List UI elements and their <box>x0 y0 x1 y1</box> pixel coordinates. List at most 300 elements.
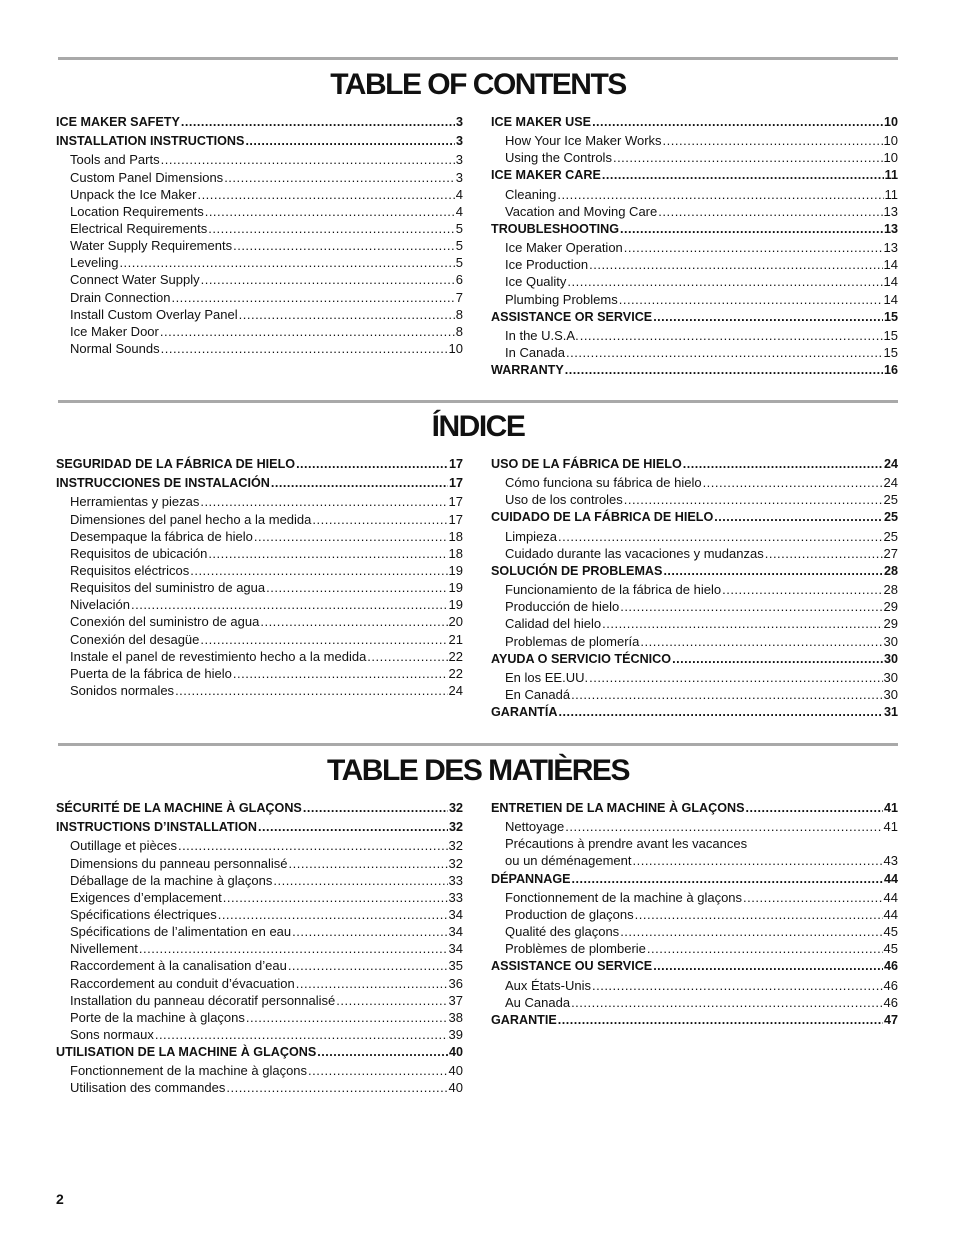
toc-dot-leader <box>619 291 883 308</box>
toc-entry-label: Précautions à prendre avant les vacances <box>505 836 748 852</box>
toc-entry-label: SÉCURITÉ DE LA MACHINE À GLAÇONS <box>56 801 302 815</box>
toc-entry-label: DÉPANNAGE <box>491 871 571 886</box>
toc-subsection-entry <box>56 855 463 872</box>
toc-dot-leader <box>658 203 882 220</box>
toc-dot-leader <box>271 474 448 493</box>
toc-page-number: 10 <box>883 115 898 129</box>
toc-entry-label: Aux États-Unis <box>505 977 591 993</box>
toc-entry-label: SEGURIDAD DE LA FÁBRICA DE HIELO <box>56 457 296 471</box>
toc-page-number: 17 <box>448 511 463 527</box>
toc-entry-label: Cómo funciona su fábrica de hielo <box>505 475 702 491</box>
toc-page-number: 8 <box>455 323 463 339</box>
toc-page-number: 30 <box>883 669 898 685</box>
toc-entry-label: Dimensions du panneau personnalisé <box>70 855 288 871</box>
toc-dot-leader <box>303 799 448 818</box>
toc-subsection-entry <box>491 686 898 703</box>
toc-dot-leader <box>589 256 882 273</box>
toc-subsection-entry <box>56 493 463 510</box>
toc-dot-leader <box>190 562 447 579</box>
toc-section-entry <box>491 308 898 327</box>
toc-dot-leader <box>292 923 447 940</box>
toc-entry-label: Sons normaux <box>70 1026 154 1042</box>
toc-subsection-entry <box>56 648 463 665</box>
toc-page-number: 18 <box>448 545 463 561</box>
toc-subsection-entry <box>491 474 898 491</box>
toc-dot-leader <box>223 889 448 906</box>
toc-entry-label: ENTRETIEN DE LA MACHINE À GLAÇONS <box>491 801 745 815</box>
toc-subsection-entry <box>56 511 463 528</box>
toc-page-number: 22 <box>448 665 463 681</box>
toc-dot-leader <box>624 239 883 256</box>
toc-subsection-entry <box>491 149 898 166</box>
toc-page-number: 14 <box>883 291 898 307</box>
toc-page-number: 27 <box>883 545 898 561</box>
page-number: 2 <box>56 1191 64 1207</box>
toc-entry-label: Uso de los controles <box>505 492 623 508</box>
toc-subsection-entry <box>56 837 463 854</box>
toc-dot-leader <box>653 308 883 327</box>
toc-page-number: 32 <box>448 801 463 815</box>
toc-dot-leader <box>161 151 455 168</box>
toc-entry-label: Producción de hielo <box>505 599 620 615</box>
toc-page-number: 30 <box>883 687 898 703</box>
toc-dot-leader <box>208 545 447 562</box>
toc-page-number: 3 <box>455 152 463 168</box>
toc-entry-label: ICE MAKER CARE <box>491 168 601 183</box>
toc-entry-label: Nivellement <box>70 941 138 957</box>
toc-page-number: 44 <box>883 889 898 905</box>
toc-page-number: 18 <box>448 528 463 544</box>
toc-entry-label: Cuidado durante las vacaciones y mudanzas <box>505 545 764 561</box>
toc-dot-leader <box>233 237 455 254</box>
toc-page-number: 39 <box>448 1026 463 1042</box>
toc-dot-leader <box>571 686 882 703</box>
toc-dot-leader <box>175 682 447 699</box>
toc-page-number: 7 <box>455 289 463 305</box>
toc-entry-label: Utilisation des commandes <box>70 1080 226 1096</box>
toc-section-entry <box>56 474 463 493</box>
toc-entry-label: ASSISTANCE OU SERVICE <box>491 959 653 974</box>
toc-page-number: 29 <box>883 616 898 632</box>
toc-dot-leader <box>746 799 883 818</box>
toc-dot-leader <box>312 511 447 528</box>
toc-dot-leader <box>119 254 454 271</box>
toc-subsection-entry <box>491 327 898 344</box>
toc-page-number: 40 <box>448 1045 463 1060</box>
toc-page-number: 4 <box>455 186 463 202</box>
toc-section-entry <box>491 361 898 380</box>
toc-page-number: 37 <box>448 992 463 1008</box>
toc-entry-label: Normal Sounds <box>70 340 160 356</box>
toc-subsection-entry <box>491 344 898 361</box>
toc-subsection-entry <box>56 872 463 889</box>
toc-entry-label: Ice Maker Operation <box>505 240 623 256</box>
toc-dot-leader <box>258 818 448 837</box>
toc-subsection-entry <box>491 545 898 562</box>
toc-page-number: 25 <box>883 492 898 508</box>
toc-subsection-entry <box>56 631 463 648</box>
toc-dot-leader <box>672 650 883 669</box>
toc-dot-leader <box>296 455 448 474</box>
toc-subsection-entry <box>56 579 463 596</box>
toc-dot-leader <box>224 169 455 186</box>
toc-entry-label: Cleaning <box>505 186 557 202</box>
toc-entry-label: GARANTIE <box>491 1012 557 1027</box>
toc-entry-label: Electrical Requirements <box>70 220 208 236</box>
toc-dot-leader <box>171 289 454 306</box>
toc-dot-leader <box>640 633 882 650</box>
toc-dot-leader <box>571 994 882 1011</box>
toc-section-entry <box>56 132 463 151</box>
toc-subsection-entry <box>56 340 463 357</box>
toc-dot-leader <box>197 186 454 203</box>
toc-subsection-entry <box>56 975 463 992</box>
toc-page-number: 15 <box>883 345 898 361</box>
toc-page-number: 28 <box>883 563 898 578</box>
toc-entry-label: CUIDADO DE LA FÁBRICA DE HIELO <box>491 510 714 525</box>
toc-page-number: 40 <box>448 1063 463 1079</box>
toc-dot-leader <box>558 1011 883 1030</box>
toc-entry-label: Outillage et pièces <box>70 838 177 854</box>
toc-page-number: 44 <box>883 906 898 922</box>
toc-subsection-entry <box>56 545 463 562</box>
toc-dot-leader <box>367 648 447 665</box>
toc-entry-label: Dimensiones del panel hecho a la medida <box>70 511 312 527</box>
toc-page-number: 32 <box>448 838 463 854</box>
toc-page-number: 4 <box>455 203 463 219</box>
toc-dot-leader <box>139 940 448 957</box>
toc-entry-label: How Your Ice Maker Works <box>505 133 662 149</box>
toc-entry-label: Funcionamiento de la fábrica de hielo <box>505 582 722 598</box>
toc-page-number: 5 <box>455 255 463 271</box>
toc-section-entry <box>56 1043 463 1062</box>
toc-dot-leader <box>160 323 455 340</box>
toc-entry-label: ASSISTANCE OR SERVICE <box>491 309 653 324</box>
toc-page-number: 22 <box>448 648 463 664</box>
toc-dot-leader <box>254 528 448 545</box>
toc-section-entry <box>491 799 898 818</box>
toc-page-number: 46 <box>883 977 898 993</box>
toc-section-entry <box>56 799 463 818</box>
section-divider <box>58 400 898 403</box>
toc-entry-label: Spécifications de l’alimentation en eau <box>70 924 292 940</box>
toc-page-number: 19 <box>448 562 463 578</box>
toc-entry-label: Production de glaçons <box>505 906 634 922</box>
toc-dot-leader <box>647 940 883 957</box>
toc-page-number: 19 <box>448 580 463 596</box>
toc-page-number: 14 <box>883 257 898 273</box>
toc-page-number: 15 <box>883 327 898 343</box>
toc-page-number: 17 <box>448 494 463 510</box>
toc-subsection-entry <box>491 818 898 835</box>
toc-entry-label: Unpack the Ice Maker <box>70 186 197 202</box>
toc-page-number: 30 <box>883 651 898 666</box>
toc-dot-leader <box>592 977 883 994</box>
toc-dot-leader <box>296 975 448 992</box>
toc-dot-leader <box>155 1026 448 1043</box>
toc-dot-leader <box>161 340 448 357</box>
section-divider <box>58 743 898 746</box>
toc-entry-label: USO DE LA FÁBRICA DE HIELO <box>491 457 682 471</box>
toc-dot-leader <box>273 872 447 889</box>
toc-page-number: 17 <box>448 457 463 471</box>
toc-entry-label: In Canada <box>505 345 565 361</box>
toc-entry-label: GARANTÍA <box>491 705 558 720</box>
toc-entry-label: Fonctionnement de la machine à glaçons <box>70 1063 308 1079</box>
toc-page-number: 11 <box>884 186 898 202</box>
toc-dot-leader <box>663 132 883 149</box>
toc-page-number: 34 <box>448 906 463 922</box>
toc-page-number: 13 <box>883 240 898 256</box>
toc-dot-leader <box>632 852 882 869</box>
toc-subsection-entry <box>56 613 463 630</box>
toc-dot-leader <box>288 957 448 974</box>
toc-entry-label: ICE MAKER SAFETY <box>56 115 180 129</box>
toc-dot-leader <box>226 1079 447 1096</box>
toc-entry-label: Requisitos de ubicación <box>70 545 208 561</box>
toc-entry-label: Using the Controls <box>505 150 612 166</box>
toc-page-number: 32 <box>448 855 463 871</box>
toc-subsection-entry <box>56 940 463 957</box>
toc-page-number: 3 <box>455 134 463 149</box>
toc-entry-label: Au Canada <box>505 994 571 1010</box>
toc-entry-label: TROUBLESHOOTING <box>491 221 620 236</box>
toc-entry-label: SOLUCIÓN DE PROBLEMAS <box>491 563 663 578</box>
toc-dot-leader <box>266 579 447 596</box>
toc-page-number: 16 <box>883 363 898 378</box>
toc-subsection-entry <box>56 923 463 940</box>
toc-subsection-entry <box>491 581 898 598</box>
toc-entry-label: In the U.S.A. <box>505 327 579 343</box>
toc-subsection-entry <box>56 957 463 974</box>
toc-subsection-entry <box>491 491 898 508</box>
toc-subsection-entry <box>491 132 898 149</box>
toc-entry-label: Herramientas y piezas <box>70 494 200 510</box>
toc-entry-label: WARRANTY <box>491 363 564 378</box>
toc-subsection-entry <box>56 186 463 203</box>
toc-page-number: 34 <box>448 941 463 957</box>
toc-page-number: 3 <box>455 169 463 185</box>
toc-subsection-entry <box>56 254 463 271</box>
toc-subsection-entry <box>56 906 463 923</box>
toc-subsection-entry <box>491 669 898 686</box>
toc-subsection-entry <box>491 940 898 957</box>
toc-dot-leader <box>260 613 447 630</box>
toc-page-number: 17 <box>448 476 463 491</box>
toc-entry-label: Calidad del hielo <box>505 616 602 632</box>
toc-subsection-entry <box>491 852 898 869</box>
toc-entry-label: Desempaque la fábrica de hielo <box>70 528 253 544</box>
toc-page-number: 30 <box>883 633 898 649</box>
toc-page-number: 25 <box>883 510 898 525</box>
toc-subsection-entry <box>56 992 463 1009</box>
section-title: TABLE DES MATIÈRES <box>327 754 629 787</box>
toc-dot-leader <box>592 113 883 132</box>
toc-entry-label: UTILISATION DE LA MACHINE À GLAÇONS <box>56 1045 317 1060</box>
toc-dot-leader <box>620 220 883 239</box>
toc-entry-label: Connect Water Supply <box>70 272 200 288</box>
toc-entry-label: Puerta de la fábrica de hielo <box>70 665 232 681</box>
toc-subsection-entry <box>56 169 463 186</box>
toc-page-number: 10 <box>448 340 463 356</box>
toc-page-number: 29 <box>883 599 898 615</box>
toc-dot-leader <box>218 906 448 923</box>
toc-entry-label: Requisitos eléctricos <box>70 562 190 578</box>
toc-section-entry <box>56 818 463 837</box>
toc-page-number: 19 <box>448 597 463 613</box>
toc-subsection-entry <box>56 682 463 699</box>
toc-entry-label: Spécifications électriques <box>70 906 217 922</box>
toc-entry-label: En Canadá <box>505 687 571 703</box>
toc-dot-leader <box>308 1062 447 1079</box>
toc-entry-label: Exigences d’emplacement <box>70 889 222 905</box>
toc-subsection-entry <box>56 203 463 220</box>
toc-subsection-entry <box>56 237 463 254</box>
toc-page-number: 41 <box>883 819 898 835</box>
toc-page-number: 10 <box>883 150 898 166</box>
toc-dot-leader <box>620 923 882 940</box>
toc-dot-leader <box>200 493 447 510</box>
toc-page-number: 21 <box>448 631 463 647</box>
toc-subsection-entry <box>56 220 463 237</box>
toc-subsection-entry <box>56 1009 463 1026</box>
toc-page-number: 5 <box>455 238 463 254</box>
toc-page-number: 45 <box>883 941 898 957</box>
toc-entry-label: AYUDA O SERVICIO TÉCNICO <box>491 651 672 666</box>
toc-page-number: 24 <box>883 457 898 471</box>
toc-entry-label: Problemas de plomería <box>505 633 640 649</box>
toc-page-number: 38 <box>448 1009 463 1025</box>
toc-entry-label: Ice Quality <box>505 274 567 290</box>
toc-dot-leader <box>663 562 883 581</box>
toc-entry-label: Instale el panel de revestimiento hecho a la medida <box>70 648 367 664</box>
toc-entry-label: Déballage de la machine à glaçons <box>70 872 273 888</box>
toc-subsection-entry <box>491 889 898 906</box>
toc-dot-leader <box>239 306 455 323</box>
toc-page-number: 34 <box>448 924 463 940</box>
section-title: ÍNDICE <box>431 410 525 443</box>
toc-dot-leader <box>565 818 882 835</box>
toc-entry-label: ICE MAKER USE <box>491 115 592 129</box>
toc-page-number: 20 <box>448 614 463 630</box>
toc-section-entry <box>491 455 898 474</box>
toc-page-number: 41 <box>883 801 898 815</box>
toc-subsection-entry <box>491 256 898 273</box>
toc-entry-label: Raccordement à la canalisation d’eau <box>70 958 287 974</box>
toc-entry-label: Nivelación <box>70 597 130 613</box>
toc-dot-leader <box>200 631 447 648</box>
toc-subsection-entry <box>491 633 898 650</box>
toc-dot-leader <box>558 528 883 545</box>
section-title: TABLE OF CONTENTS <box>330 68 626 101</box>
toc-entry-label: Plumbing Problems <box>505 291 618 307</box>
toc-dot-leader <box>765 545 883 562</box>
toc-page-number: 43 <box>883 853 898 869</box>
toc-page-number: 3 <box>455 115 463 129</box>
toc-entry-label: INSTRUCCIONES DE INSTALACIÓN <box>56 476 270 491</box>
toc-subsection-entry <box>56 1026 463 1043</box>
toc-page-number: 35 <box>448 958 463 974</box>
toc-dot-leader <box>557 186 883 203</box>
toc-dot-leader <box>201 271 455 288</box>
toc-dot-leader <box>602 166 884 185</box>
toc-dot-leader <box>572 870 883 889</box>
toc-subsection-entry <box>56 306 463 323</box>
toc-entry-label: Problèmes de plomberie <box>505 941 646 957</box>
toc-subsection-entry <box>491 239 898 256</box>
toc-entry-label: ou un déménagement <box>505 853 632 869</box>
toc-subsection-entry <box>56 562 463 579</box>
toc-section-entry <box>491 508 898 527</box>
toc-dot-leader <box>589 669 882 686</box>
toc-entry-label: Requisitos del suministro de agua <box>70 580 266 596</box>
toc-dot-leader <box>289 855 448 872</box>
toc-entry-label: Ice Maker Door <box>70 323 159 339</box>
toc-section-entry <box>491 1011 898 1030</box>
toc-subsection-entry <box>491 994 898 1011</box>
toc-page-number: 46 <box>883 959 898 974</box>
toc-dot-leader <box>131 596 448 613</box>
toc-page-number: 28 <box>883 582 898 598</box>
toc-entry-label: Installation du panneau décoratif personnalisé <box>70 992 336 1008</box>
toc-subsection-entry <box>491 203 898 220</box>
toc-entry-label: INSTRUCTIONS D’INSTALLATION <box>56 820 258 835</box>
toc-subsection-entry <box>491 598 898 615</box>
toc-page-number: 5 <box>455 220 463 236</box>
toc-dot-leader <box>558 703 883 722</box>
toc-entry-label: Ice Production <box>505 257 589 273</box>
toc-page-number: 6 <box>455 272 463 288</box>
toc-dot-leader <box>683 455 883 474</box>
toc-entry-label: Porte de la machine à glaçons <box>70 1009 245 1025</box>
toc-page-number: 8 <box>455 306 463 322</box>
toc-subsection-entry <box>491 835 898 852</box>
section-divider <box>58 57 898 60</box>
toc-entry-label: Conexión del desagüe <box>70 631 200 647</box>
toc-page-number: 44 <box>883 871 898 886</box>
toc-dot-leader <box>233 665 448 682</box>
toc-entry-label: Custom Panel Dimensions <box>70 169 224 185</box>
toc-page-number: 25 <box>883 528 898 544</box>
toc-subsection-entry <box>491 977 898 994</box>
toc-entry-label: Conexión del suministro de agua <box>70 614 260 630</box>
toc-column-left <box>56 113 463 357</box>
toc-dot-leader <box>703 474 883 491</box>
toc-subsection-entry <box>56 596 463 613</box>
toc-subsection-entry <box>56 889 463 906</box>
toc-column-right <box>491 799 898 1030</box>
toc-page-number: 24 <box>883 475 898 491</box>
toc-entry-label: Sonidos normales <box>70 682 175 698</box>
toc-dot-leader <box>181 113 455 132</box>
toc-entry-label: Raccordement au conduit d’évacuation <box>70 975 295 991</box>
toc-dot-leader <box>635 906 883 923</box>
toc-section-entry <box>491 957 898 976</box>
toc-page-number: 13 <box>883 221 898 236</box>
toc-subsection-entry <box>491 273 898 290</box>
toc-column-right <box>491 455 898 722</box>
toc-dot-leader <box>743 889 882 906</box>
toc-subsection-entry <box>491 923 898 940</box>
toc-page-number: 33 <box>448 872 463 888</box>
toc-dot-leader <box>205 203 455 220</box>
toc-section-entry <box>491 562 898 581</box>
toc-page-number: 31 <box>883 705 898 720</box>
toc-subsection-entry <box>56 151 463 168</box>
toc-page-number: 10 <box>883 133 898 149</box>
toc-dot-leader <box>317 1043 448 1062</box>
toc-entry-label: Drain Connection <box>70 289 171 305</box>
